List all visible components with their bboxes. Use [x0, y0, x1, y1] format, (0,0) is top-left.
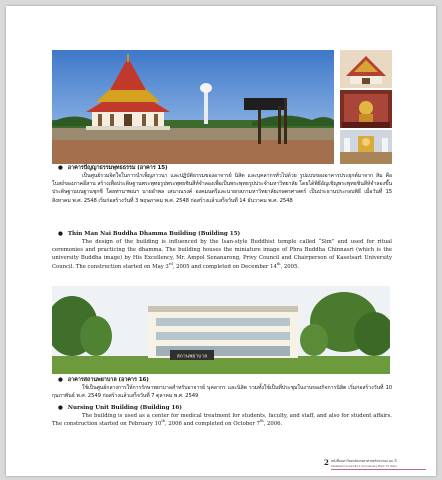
ordinal-suffix: th	[161, 419, 165, 424]
building-15-english-heading	[58, 230, 378, 238]
body-text-part: The design of the building is influenced by the Isan-style Buddhist temple called “Sim” and used for ritual ceremonies and practicing the dhamma. The building houses the miniature image of Phra Buddha Chinnasri (which is the university Buddha image) by His Excellency, Mr. Ampol Senanarong, Privy Council and Chairperson of Kasetsart University Council. The construction started on May 3	[52, 239, 392, 270]
interior-photo-exterior-roof	[340, 50, 392, 88]
heading-text: Thin Man Nai Buddha Dhamma Building (Building 15)	[67, 231, 241, 237]
interior-photo-altar	[340, 90, 392, 128]
body-text-part: , 2005 and completed on December 14	[172, 263, 277, 270]
building-15-thai-heading	[58, 164, 378, 172]
body-text-part: , 2006 and completed on October 7	[165, 421, 260, 428]
ordinal-suffix: th	[259, 419, 264, 424]
page-footer	[324, 458, 434, 472]
ordinal-suffix: rd	[168, 261, 173, 266]
building-15-english-body	[52, 238, 392, 271]
temple-building-photo	[52, 50, 334, 164]
page-number: 2	[324, 458, 329, 467]
ordinal-suffix: th	[276, 261, 281, 266]
heading-text: อาคารปัญญาธรรมพุทธธรรม (อาคาร 15)	[67, 165, 168, 171]
body-text-part: , 2005.	[280, 263, 300, 270]
building-15-thai-body: เป็นศูนย์รวมจิตใจในการนำเพ็ญภาวนา และปฏิบัติธรรมของอาจารย์ นิสิต และบุคลากรทั่วไปด้วย รูปแบบของอาคารประยุกต์มาจาก สิม คือ โบสถ์ของภาคอีสาน สร้างเพื่อประดิษฐานพระพุทธรูปพระพุทธชินสีห์จำลองเพื่อเป็นพระพุทธรูปประจำมหาวิทยาลัย โดยได้พิธีอัญเชิญพระพุทธชินสีห์จำลองขึ้นประดิษฐานบนฐานชุกชี โดยท่านฯพณฯ นายอำพล เสนาณรงค์ องคมนตรีและนายกสภามหาวิทยาลัยเกษตรศาสตร์ เป็นประธานประกอบพิธี เมื่อวันที่ 15 สิงหาคม พ.ศ. 2548 เริ่มก่อสร้างวันที่ 3 พฤษภาคม พ.ศ. 2548 ก่อสร้างแล้วเสร็จวันที่ 14 ธันวาคม พ.ศ. 2548	[52, 173, 392, 204]
bullet-icon: ●	[58, 165, 63, 171]
building-16-english-heading	[58, 404, 378, 412]
book-title-english: Kasetsart University's Anniversary Book 70 Years	[331, 464, 397, 468]
interior-photo-hall	[340, 130, 392, 164]
bullet-icon: ●	[58, 405, 63, 411]
document-page	[6, 6, 436, 476]
body-text-part: The building is used as a center for medical treatment for students, faculty, and staff, and also for student affairs. The construction started on February 10	[52, 413, 392, 428]
building-16-thai-body: ใช้เป็นศูนย์กลางการให้การรักษาพยาบาลสำหรับอาจารย์ บุคลากร และนิสิต รวมทั้งใช้เป็นที่ประชุมในงานของกิจการนิสิต เริ่มก่อสร้างวันที่ 10 กุมภาพันธ์ พ.ศ. 2549 ก่อสร้างแล้วเสร็จวันที่ 7 ตุลาคม พ.ศ. 2549	[52, 385, 392, 400]
bullet-icon: ●	[58, 231, 63, 237]
nursing-unit-building-photo	[52, 286, 390, 374]
heading-text: อาคารสถานพยาบาล (อาคาร 16)	[67, 377, 149, 383]
book-title-thai: หนังสือมหาวิทยาลัยเกษตรศาสตร์ครบรอบ ๗๐ ปี	[331, 459, 397, 463]
heading-text: Nursing Unit Building (Building 16)	[67, 405, 182, 411]
bullet-icon: ●	[58, 377, 63, 383]
building-16-english-body	[52, 412, 392, 428]
nursing-sign-text: สถานพยาบาล	[176, 353, 208, 360]
building-16-thai-heading	[58, 376, 378, 384]
body-text-part: , 2006.	[263, 421, 283, 428]
footer-divider	[331, 469, 426, 470]
